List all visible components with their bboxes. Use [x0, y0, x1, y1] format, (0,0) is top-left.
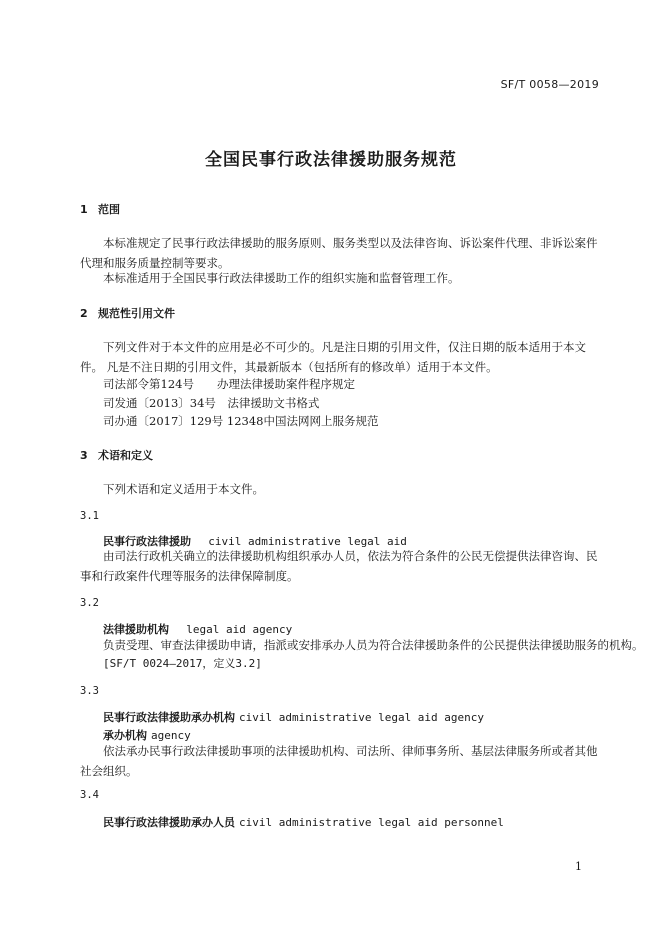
term-definition: 负责受理、审查法律援助申请，指派或安排承办人员为符合法律援助条件的公民提供法律援助服务的机构。: [103, 638, 644, 652]
term-definition: 由司法行政机关确立的法律援助机构组织承办人员，依法为符合条件的公民无偿提供法律咨询、民事和行政案件代理等服务的法律保障制度。: [80, 549, 598, 583]
term-en: civil administrative legal aid agency: [239, 711, 485, 724]
term-zh: 民事行政法律援助: [103, 535, 191, 548]
section-1-paragraph-1: 本标准规定了民事行政法律援助的服务原则、服务类型以及法律咨询、诉讼案件代理、非诉讼案件代理和服务质量控制等要求。: [80, 236, 598, 270]
section-2-heading: [80, 305, 175, 321]
section-3-intro: 下列术语和定义适用于本文件。: [103, 482, 264, 496]
term-en: agency: [151, 729, 191, 742]
term-heading: [103, 814, 504, 830]
page-number: 1: [575, 860, 582, 873]
term-source: [SF/T 0024—2017，定义3.2]: [103, 657, 262, 670]
section-title: 范围: [98, 203, 120, 216]
term-number: 3.4: [80, 789, 99, 801]
term-zh: 法律援助机构: [103, 623, 169, 636]
reference-item: 司办通〔2017〕129号 12348中国法网网上服务规范: [103, 414, 379, 428]
section-3-heading: [80, 447, 153, 463]
standard-number: SF/T 0058—2019: [500, 78, 599, 91]
reference-item: 司发通〔2013〕34号 法律援助文书格式: [103, 396, 320, 410]
section-number: 2: [80, 307, 88, 320]
term-zh: 民事行政法律援助承办机构: [103, 711, 235, 724]
term-zh: 承办机构: [103, 729, 147, 742]
term-definition: 依法承办民事行政法律援助事项的法律援助机构、司法所、律师事务所、基层法律服务所或者其他社会组织。: [80, 744, 598, 778]
term-en: civil administrative legal aid personnel: [239, 816, 504, 829]
document-title: 全国民事行政法律援助服务规范: [205, 150, 457, 170]
section-title: 规范性引用文件: [98, 307, 175, 320]
section-2-paragraph-1: 下列文件对于本文件的应用是必不可少的。凡是注日期的引用文件，仅注日期的版本适用于本文件。 凡是不注日期的引用文件，其最新版本（包括所有的修改单）适用于本文件。: [80, 340, 586, 374]
term-en: civil administrative legal aid: [195, 535, 407, 548]
term-number: 3.1: [80, 510, 99, 522]
section-1-heading: [80, 201, 120, 217]
term-en: legal aid agency: [173, 623, 293, 636]
term-heading: [103, 709, 484, 725]
term-number: 3.2: [80, 597, 99, 609]
section-1-paragraph-2: 本标准适用于全国民事行政法律援助工作的组织实施和监督管理工作。: [103, 271, 460, 285]
term-zh: 民事行政法律援助承办人员: [103, 816, 235, 829]
section-title: 术语和定义: [98, 449, 153, 462]
reference-item: 司法部令第124号 办理法律援助案件程序规定: [103, 377, 355, 391]
term-number: 3.3: [80, 685, 99, 697]
section-number: 3: [80, 449, 88, 462]
section-number: 1: [80, 203, 88, 216]
